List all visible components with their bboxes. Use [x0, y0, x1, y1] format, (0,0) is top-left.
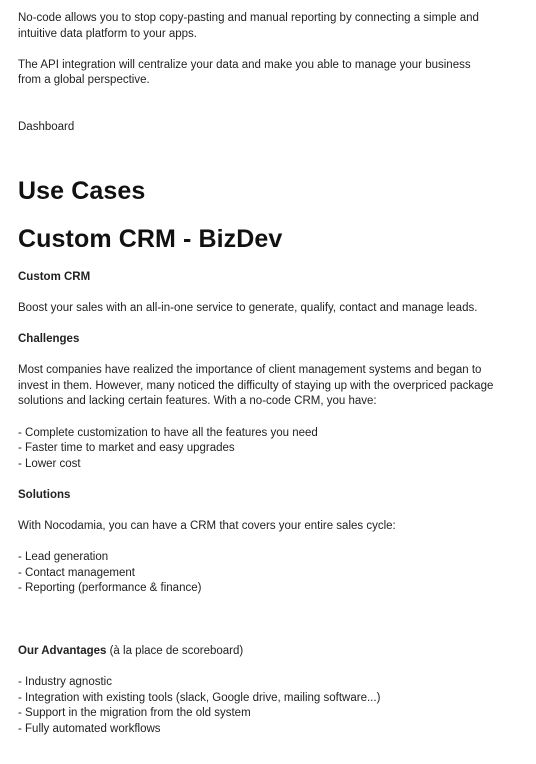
solutions-text: With Nocodamia, you can have a CRM that covers your entire sales cycle:: [18, 520, 396, 533]
list-item: - Industry agnostic: [18, 676, 112, 689]
list-item: - Complete customization to have all the features you need: [18, 426, 318, 439]
list-item: - Faster time to market and easy upgrades: [18, 442, 235, 455]
challenges-list: [18, 426, 508, 473]
list-item: - Lower cost: [18, 457, 81, 470]
list-item: - Lead generation: [18, 551, 109, 564]
solutions-list: [18, 550, 508, 597]
list-item: - Support in the migration from the old system: [18, 707, 251, 720]
list-item: - Fully automated workflows: [18, 723, 161, 735]
advantages-list: [18, 675, 508, 737]
list-item: - Reporting (performance & finance): [18, 582, 202, 595]
advantages-heading-line: [18, 644, 508, 660]
use-cases-heading: Use Cases: [18, 176, 146, 205]
dashboard-label: Dashboard: [18, 120, 75, 133]
crm-tagline: Boost your sales with an all-in-one service to generate, qualify, contact and manage leads.: [18, 301, 478, 314]
solutions-heading: Solutions: [18, 488, 71, 501]
intro-paragraph-2: The API integration will centralize your data and make you able to manage your business from a global perspective.: [18, 58, 471, 87]
advantages-heading: Our Advantages: [18, 645, 107, 658]
challenges-heading: Challenges: [18, 332, 80, 345]
intro-paragraph-1: No-code allows you to stop copy-pasting and manual reporting by connecting a simple and intuitive data platform to your apps.: [18, 12, 479, 40]
crm-subheading: Custom CRM: [18, 270, 91, 283]
advantages-note: (à la place de scoreboard): [106, 645, 244, 658]
list-item: - Contact management: [18, 566, 135, 579]
list-item: - Integration with existing tools (slack, Google drive, mailing software...): [18, 691, 381, 704]
crm-heading: Custom CRM - BizDev: [18, 224, 283, 253]
challenges-text: Most companies have realized the importance of client management systems and began to invest in them. However, many noticed the difficulty of staying up with the overpriced package solutions and lacking certain features. With a no-code CRM, you have:: [18, 364, 494, 408]
document-body: [18, 11, 508, 738]
